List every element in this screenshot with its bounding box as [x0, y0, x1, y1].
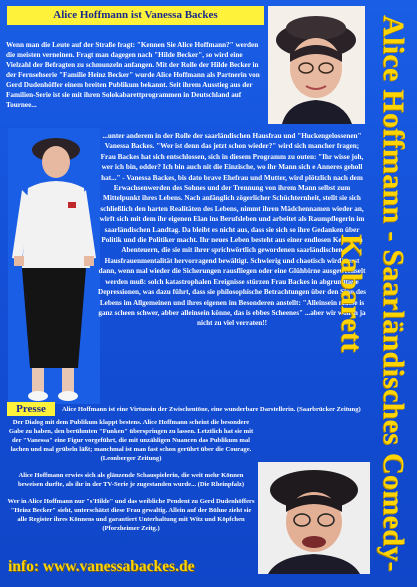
- side-title: Alice Hoffmann - Saarländisches Comedy-Kabarett: [335, 15, 410, 572]
- presse-label: Presse: [7, 402, 55, 416]
- main-text: ...unter anderem in der Rolle der saarländischen Hausfrau und "Huckengelossenen" Vanessa Backes. "Wer ist denn das jetzt schon wieder?" wird sich mancher fragen; Frau Backes hat sich entschlossen, sich in diesem Programm zu outen: "Ihr wisse joh, wer ich bin, odder? Ich bin auch nit die Einzische, wo ihr Mann sich e Anneres geholl hat..." - Vanessa Backes, bis dato brave Ehefrau und Mutter, wird plötzlich nach dem Erwachsenwerden des Sohnes und der Trennung von ihrem Mann selbst zum Mittelpunkt ihres Lebens. Nach anfänglich zögerlicher Schüchternheit, stellt sie sich schließlich den harten Realitäten des Lebens, nimmt ihren Mädchennamen wieder an, wirft sich mit dem ihr eigenen Elan ins Berufsleben und arbeitet als Raumpflegerin im saarländischen Landtag. Da bleibt es nicht aus, dass sie sich so ihre Gedanken über Politik und die Politiker macht. Ihr neues Leben besteht aus einer endlosen Kette von Abenteuern, die sie mit ihrer sprichwörtlich gewordenen saarländischen Hausfrauenmentalität hervorragend bewältigt. Schwierig und chaotisch wird's erst dann, wenn mal wieder die Sicherungen rausfliegen oder eine Glühbirne ausgewechselt werden muß: solch katastrophalen Ereignisse stürzen Frau Backes in abgrundtiefe Depressionen, was dazu führt, dass sie philosophische Betrachtungen über den Sinn des Lebens im Allgemeinen und ihres eigenen im Besonderen anstellt: "Alleinsein müsse is ganz scheen schwer, abber alleinsein könne, das is ebbes Scheenes" ...aber wir wollen ja nicht zu viel verraten!!: [98, 132, 366, 328]
- page-title: Alice Hoffmann ist Vanessa Backes: [7, 6, 264, 25]
- website-info[interactable]: info: www.vanessabackes.de: [8, 558, 195, 575]
- portrait-photo-top: [268, 6, 365, 124]
- full-body-photo: [8, 128, 100, 404]
- portrait-photo-bottom: [258, 462, 370, 574]
- intro-text: Wenn man die Leute auf der Straße fragt: "Kennen Sie Alice Hoffmann?" werden die meisten verneinen. Fragt man dagegen nach "Hilde Becker", so wird eine Vielzahl der Befragten zu schmunzeln anfangen. Mit der Rolle der Hilde Becker in der Fernsehserie "Familie Heinz Becker" wurde Alice Hoffmann als Partnerin von Gerd Dudenhöffer einem breiten Publikum bekannt. Seit ihrem Ausstieg aus der Familien-Serie ist sie mit ihren Solokabarettprogrammen in Deutschland auf Tournee...: [6, 41, 260, 109]
- press-quote-1: Alice Hoffmann ist eine Virtuosin der Zwischentöne, eine wunderbare Darstellerin. (Saarbrücker Zeitung): [62, 406, 361, 413]
- press-quotes: [6, 418, 256, 541]
- press-quote-4: Wer in Alice Hoffmann nur "s'Hilde" und das weibliche Pendent zu Gerd Dudenhöffers "Heinz Becker" sieht, unterschätzt diese Frau gewaltig. Allein auf der Bühne zieht sie alle Register ihres Könnens und garantiert Unterhaltung mit Witz und Köpfchen (Pforzheimer Zeitg.): [7, 498, 255, 532]
- press-quote-2: Der Dialog mit dem Publikum klappt bestens. Alice Hoffmann scheint die besondere Gabe zu haben, den berühmten "Funken" überspringen zu lassen. Letztlich hat sie mit der "Vanessa" eine Figur vorgeführt, die mit unzähligen Nuancen das Publikum mal lachen und mal grübeln läßt; manchmal ist man fast schon gerührt über die Courage. (Leonberger Zeitung): [8, 419, 254, 462]
- press-quote-3: Alice Hoffmann erwies sich als glänzende Schauspielerin, die weit mehr Können beweisen durfte, als ihr in der TV-Serie je zugestanden wurde... (Die Rheinpfalz): [17, 472, 245, 488]
